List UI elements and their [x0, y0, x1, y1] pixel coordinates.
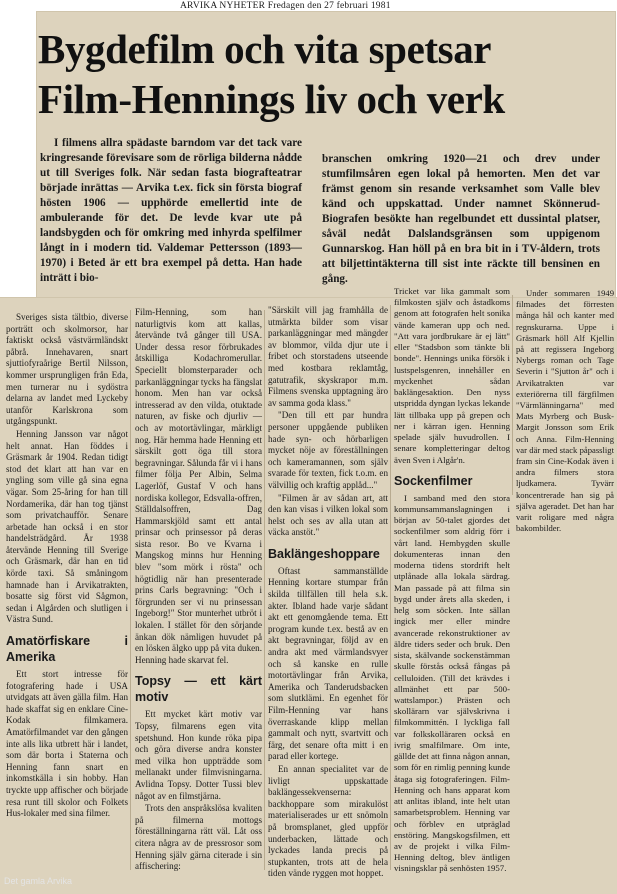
paragraph: Henning Jansson var något helt annat. Han föddes i Gräsmark år 1904. Redan tidigt stod det klart att han var en yngling som ville gå sina egna vägar. Som 25-åring for han till Nordamerika, där han tog tjänst som privatchaufför. Senare arbetade han också i en stor handelsträdgård. År 1938 återvände Henning till Sverige och Gräsmark, där han en tid körde taxi. Så småningom hamnade han i Arvikatrakten, bosatte sig först vid Sågmon, sedan i Algården och slutligen i Västra Sund.	[6, 428, 128, 625]
subheading: Sockenfilmer	[394, 473, 473, 488]
paragraph: Oftast sammanställde Henning kortare stumpar från skilda tillfällen till hela s.k. akter. Ibland hade varje sådant akt ett genomgående tema. Ett program kunde t.ex. bestå av en akt begravningar, följd av en andra akt med värmlandsvyer och så kanske en rulle motortävlingar från Arvika, Amerika och Tanderudsbacken som slutklämi. En egenhet för Film-Henning var hans överraskande klipp mellan gammalt och nytt, svartvitt och färg, det senare ofta mitt i en parad eller kortege.	[268, 565, 388, 762]
column-3	[268, 305, 388, 881]
paragraph: "Särskilt vill jag framhålla de utmärkta bilder som visar parkanläggningar med mängder av blommor, vilda djur ute i fribet och storstadens utseende med kostbara reklamtåg, gatutrafik, skyskrapor m.m. Filmens svenska upptagning äro av samma goda klass."	[268, 305, 388, 408]
headline-line2: Film-Hennings liv och verk	[38, 76, 505, 122]
intro-left	[40, 136, 302, 286]
masthead: ARVIKA NYHETER Fredagen den 27 februari 1981	[180, 1, 391, 11]
paragraph: Ett mycket kärt motiv var Topsy, filmarens egen vita spetshund. Hon kunde röka pipa och göra diverse andra konster med vilka hon uppträdde som mellanakt under filmvisningarna. Avlidna Topsy. Dotter Tussi blev något av en filmstjärna.	[135, 709, 262, 801]
column-rule	[512, 295, 513, 495]
paragraph: Trots den anspråkslösa kvaliten på filmerna mottogs föreställningarna rätt väl. Låt oss citera några av de pressrosor som Henning själv gärna citerade i sin affischering:	[135, 803, 262, 872]
intro-right	[322, 152, 600, 287]
paragraph: Under sommaren 1949 filmades det förresten många hål och kanter med regnskurarna. Uppe i Gräsmark höll Alf Kjellin på att regissera Ingeborg Nybergs roman och Tage Severin i "Sjutton år" och i Arvikatrakten var exteriörerna till färgfilmen "Värmlänningarna" med Mats Myrberg och Busk-Margit Jonsson som Erik och Anna. Film-Henning var där med stack påpassligt fram sin Cine-Kodak även i andra filmers stora ljudkamera. Tyvärr koncentrerade han sig på själva ageradet. Det han har varit roligare med några bakombilder.	[516, 288, 614, 534]
column-rule	[264, 310, 265, 870]
paragraph: "Filmen är av sådan art, att den kan visas i vilken lokal som helst och ses av alla utan att väcka anstöt."	[268, 492, 388, 538]
subheading: Baklängeshoppare	[268, 546, 380, 561]
column-5	[516, 288, 614, 535]
column-rule	[390, 305, 391, 870]
watermark: Det gamla Arvika	[4, 876, 73, 886]
paragraph: Film-Henning, som han naturligtvis kom att kallas, återvände två gånger till USA. Under dessa resor förbrukades åtskilliga Kodachromerullar. Speciellt blomsterparader och parkanläggningar tycks ha fängslat honom. Men han var också intresserad av den vilda, otuktade naturen, av fiske och djurliv — och av motortävlingar, märkligt nog. Här hemma hade Henning ett särskilt gott öga till stora begravningar. Sålunda får vi i hans filmer följa Per Albin, Selma Lagerlöf, Gustaf V och hans nordiska kollegor, Edsvalla-offren, Ställdalsoffren, Dag Hammarskjöld samt ett antal prinsar och prinsessor på deras sista resor. Bo ve Kvarna i Mangskog minns hur Henning blev "som mörk i rösta" och högtidlig när han presenterade prins Carls begravning: "Och i förgrunden ser vi nu prinsessan Ingeborg!" Stor munterhet utbröt i lokalen. I stället för den sörjande änkan dök nämligen huvudet på en lösken älgko upp på vita duken. Henning hade skarvat fel.	[135, 307, 263, 665]
subheading: Topsy — ett kärt motiv	[135, 674, 262, 705]
paragraph: Tricket var lika gammalt som filmkosten själv och åstadkoms genom att fotografen helt sonika vände kameran upp och ned. "Att vara jordbrukare är ej lätt" eller "Stadsbon som tänkte bli bonde". Hennings unika försök i lustspelsgenren, innehåller en myckenhet sådan baklängesaktion. Den nyss utspridda dyngan lyckas lekande lätt tillbaka upp på grepen och ner i kärran igen. Henning spelade själv huvudrollen. I senare kompletteringar deltog även Sven i Algår'n.	[394, 286, 510, 465]
intro-left-text: I filmens allra spädaste barndom var det tack vare kringresande förevisare som de rörliga bilderna nådde ut till Sveriges folk. När sedan fasta biografteatrar började inrättas — Arvika t.ex. fick sin första biograf hösten 1906 — upphörde emellertid inte de ambulerande för det. De levde kvar ute på landsbygden och för omkring med inhyrda spelfilmer långt in i modern tid. Valdemar Pettersson (1893—1970) i Beted är ett bra exempel på detta. Han hade inträtt i bio-	[40, 137, 302, 284]
column-1	[6, 312, 128, 821]
paragraph: "Den till ett par hundra personer uppgående publiken hade syn- och hörbarligen mycket nöje av föreställningen och kameramannen, som själv svarade för texten, fick t.o.m. en välvillig och kraftig applåd..."	[268, 410, 388, 490]
headline	[38, 24, 608, 124]
column-rule	[130, 310, 131, 870]
headline-line1: Bygdefilm och vita spetsar	[38, 26, 492, 72]
paragraph: Ett stort intresse för fotografering hade i USA utvidgats att även gälla film. Han hade skaffat sig en enklare Cine-Kodak filmkamera. Amatörfilmandet var den gången inte alls lika utbrett här i landet, som där borta i Staterna och Henning fann snart en inkomstkälla i sin hobby. Han tryckte upp affischer och började resa runt till skolor och Folkets Hus-lokaler med sina filmer.	[6, 669, 128, 819]
column-4	[394, 286, 510, 876]
paragraph: En annan specialitet var de livligt uppskattade baklängessekvenserna: backhoppare som mirakulöst materialiserades ur ett snömoln på bromsplanet, gled uppför underbacken, lättade och lyckades landa precis på stupkanten, trots att de hela tiden vände ryggen mot hoppet.	[268, 763, 388, 879]
paragraph: I samband med den stora kommunsammanslagningen i början av 50-talet gjordes det sockenfilmer som aldrig förr i vårt land. Hembygden skulle dokumenteras innan den moderna tidens stordrift helt utplånade alla lokala särdrag. Man passade på att filma sin bygd under årets alla skeden, i helg som söcken. Inte sällan ingick mer eller mindre avancerade rekonstruktioner av äldre tiders seder och bruk. Den sista, skälvande sockenstämman skulle förstås också fångas på celluloiden. (Till det krävdes i allmänhet ett par 500-wattslampor.) Prästen och skollärarn var självskrivna i filmkommittén. I lyckliga fall var folkskolläraren också en ivrig smalfilmare. Om inte, gällde det att finna någon annan, som för en rimlig penning kunde åtaga sig fotograferingen. Film-Henning och hans apparat kom att anlitas ibland, inte helt utan samarbetsproblem. Henning var och förblev en utpräglad enstöring. Mangskogsfilmen, ett av de projekt i vilka Film-Henning deltog, blev äntligen visningsklar på senhösten 1957.	[394, 492, 510, 874]
column-2	[135, 307, 262, 874]
intro-right-text: branschen omkring 1920—21 och drev under stumfilmsåren egen lokal på hemorten. Men det var främst genom sin resande verksamhet som Valle blev känd och uppskattad. Under namnet Skönnerud-Biografen besökte han regelbundet ett dussintal platser, såväl nedåt Dalslandsgränsen som uppigenom Gunnarskog. Han höll på en bra bit in i TV-åldern, trots att biljettintäkterna till sist inte räckte till bensinen en gång.	[322, 153, 600, 285]
paragraph: Sveriges sista tältbio, diverse porträtt och skolmorsor, har faktiskt också västvärmländskt påbrå. Innehavaren, snart sjuttiofyraårige Bertil Nilsson, kommer ursprungligen från Eda, men turnerar nu i sydöstra delarna av landet med Lyckeby utanför Karlskrona som utgångspunkt.	[6, 312, 128, 427]
subheading: Amatörfiskare i Amerika	[6, 634, 128, 665]
